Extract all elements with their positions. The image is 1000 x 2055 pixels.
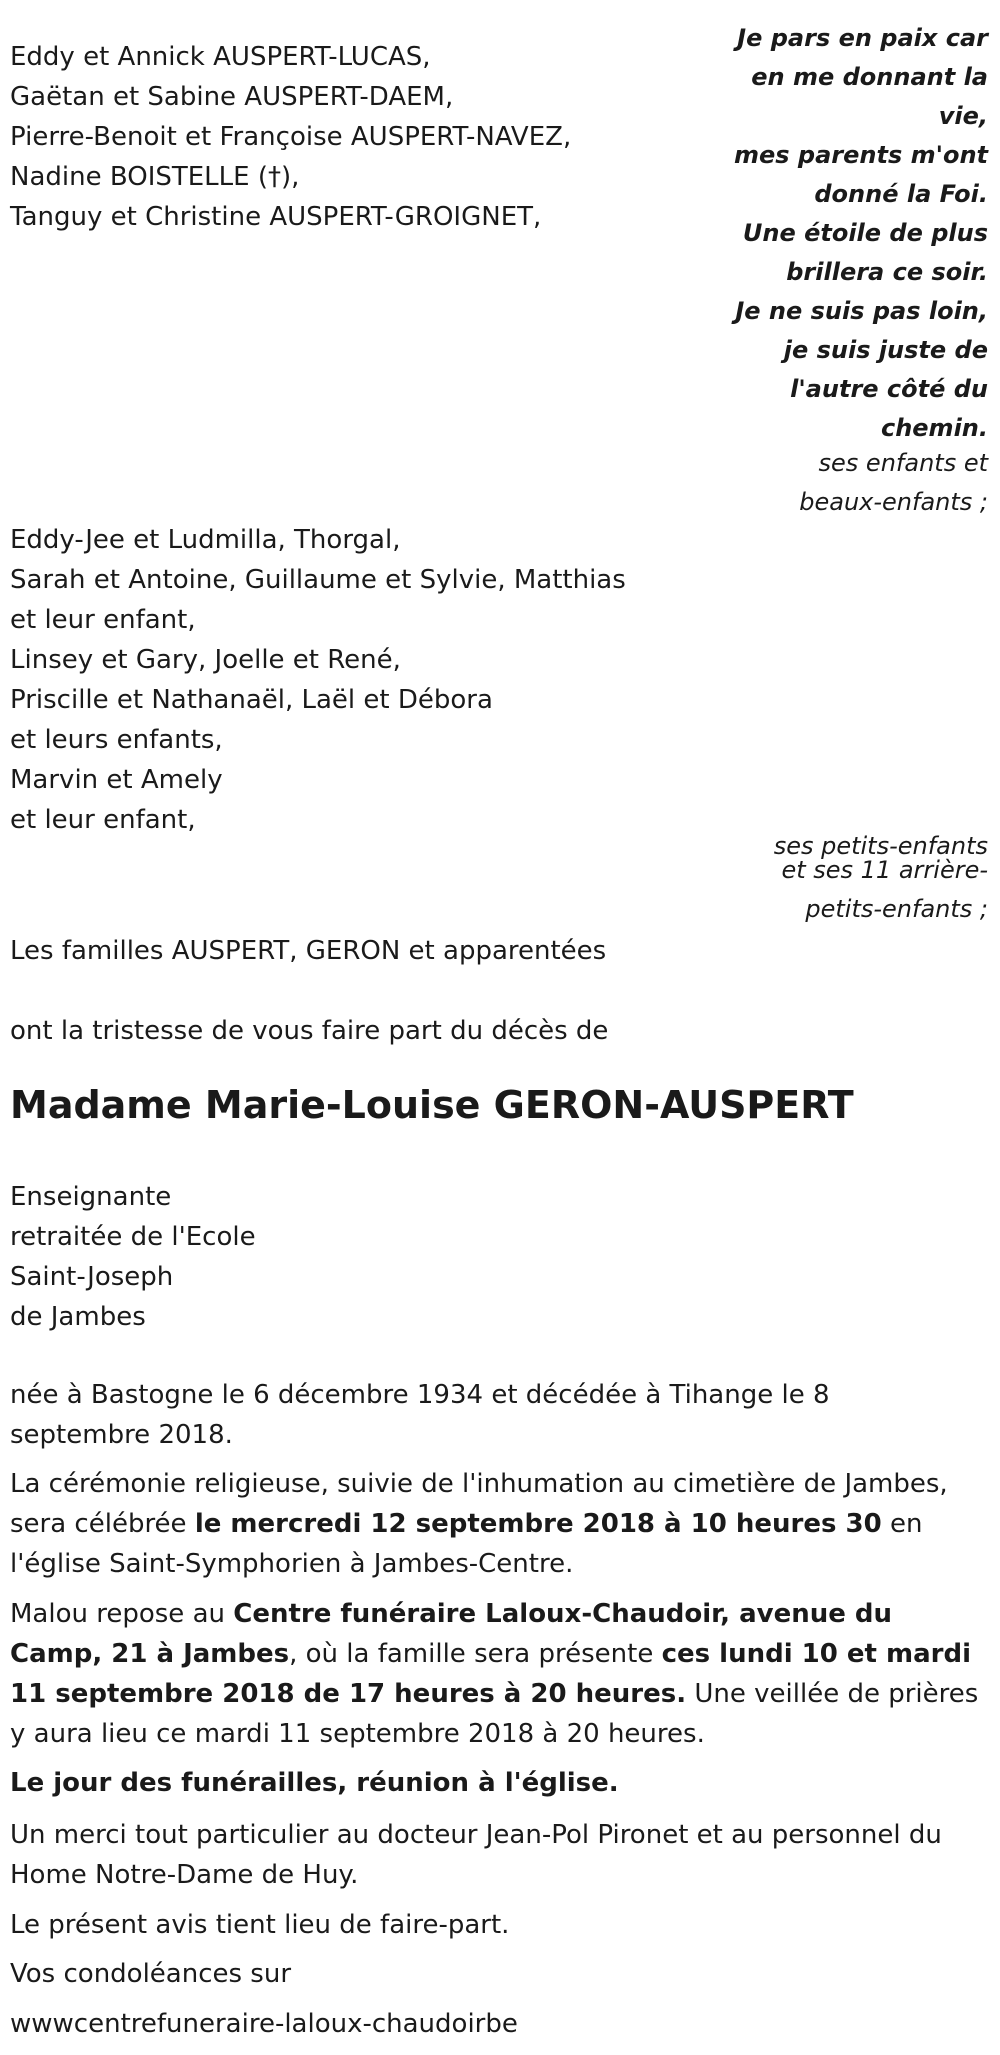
grandchildren-note-line: petits-enfants ; [805,895,988,923]
children-list-item: Eddy et Annick AUSPERT-LUCAS, [10,42,431,72]
condolences-label: Vos condoléances sur [10,1959,292,1989]
condolences-website-link[interactable]: wwwcentrefuneraire-laloux-chaudoirbe [10,2009,518,2039]
grandchildren-list-item: Linsey et Gary, Joelle et René, [10,645,401,675]
poem-line: Je ne suis pas loin, [735,297,988,325]
grandchildren-list-item: et leurs enfants, [10,725,223,755]
children-list [10,37,571,237]
poem-line: l'autre côté du [790,375,988,403]
grandchildren-note-line: ses petits-enfants [773,832,988,860]
repose-text: Une veillée de prières y aura lieu ce mardi 11 septembre 2018 à 20 heures. [10,1679,979,1749]
ceremony-paragraph [10,1464,990,1584]
families-line: Les familles AUSPERT, GERON et apparentées [10,936,607,966]
occupation [10,1177,256,1337]
grandchildren-list-item: Priscille et Nathanaël, Laël et Débora [10,685,493,715]
grandchildren-list-item: Sarah et Antoine, Guillaume et Sylvie, Matthias [10,565,626,595]
children-list-item: Tanguy et Christine AUSPERT-GROIGNET, [10,202,542,232]
repose-text: Malou repose au [10,1599,234,1629]
children-list-item: Gaëtan et Sabine AUSPERT-DAEM, [10,82,454,112]
thanks-paragraph: Un merci tout particulier au docteur Jean-Pol Pironet et au personnel du Home Notre-Dame de Huy. [10,1820,942,1890]
announcement-line: ont la tristesse de vous faire part du décès de [10,1016,609,1046]
grandchildren-list-item: Marvin et Amely [10,765,223,795]
grandchildren-note [774,834,988,936]
poem-line: je suis juste de [783,336,988,364]
poem [658,19,988,448]
poem-line: donné la Foi. [814,180,988,208]
repose-paragraph [10,1594,990,1754]
ceremony-text: La cérémonie religieuse, suivie de l'inhumation au cimetière de Jambes, sera célébrée [10,1469,948,1539]
ceremony-date: le mercredi 12 septembre 2018 à 10 heures 30 [194,1509,882,1539]
repose-location: Centre funéraire Laloux-Chaudoir, avenue du Camp, 21 à Jambes [10,1599,893,1669]
occupation-line: de Jambes [10,1302,146,1332]
grandchildren-list [10,520,626,840]
poem-line: brillera ce soir. [786,258,988,286]
grandchildren-list-item: Eddy-Jee et Ludmilla, Thorgal, [10,525,401,555]
children-note [799,444,988,522]
occupation-line: retraitée de l'Ecole [10,1222,256,1252]
birth-death-paragraph: née à Bastogne le 6 décembre 1934 et décédée à Tihange le 8 septembre 2018. [10,1380,830,1450]
deceased-name: Madame Marie-Louise GERON-AUSPERT [10,1083,854,1127]
repose-dates: ces lundi 10 et mardi 11 septembre 2018 de 17 heures à 20 heures. [10,1639,972,1709]
children-list-item: Pierre-Benoit et Françoise AUSPERT-NAVEZ, [10,122,572,152]
funeral-meeting-line: Le jour des funérailles, réunion à l'église. [10,1768,619,1798]
poem-line: mes parents m'ont [733,141,988,169]
poem-line: Je pars en paix car [737,24,988,52]
poem-line: vie, [938,102,988,130]
notice-line: Le présent avis tient lieu de faire-part. [10,1910,510,1940]
poem-line: chemin. [880,414,988,442]
poem-line: en me donnant la [751,63,988,91]
grandchildren-note-line: et ses 11 arrière- [781,856,988,884]
ceremony-text: en l'église Saint-Symphorien à Jambes-Centre. [10,1509,923,1579]
repose-text: , où la famille sera présente [289,1639,662,1669]
grandchildren-list-item: et leur enfant, [10,605,196,635]
poem-line: Une étoile de plus [742,219,988,247]
children-list-item: Nadine BOISTELLE (†), [10,162,300,192]
grandchildren-list-item: et leur enfant, [10,805,196,835]
children-note-line: beaux-enfants ; [799,488,988,516]
occupation-line: Saint-Joseph [10,1262,174,1292]
occupation-line: Enseignante [10,1182,172,1212]
children-note-line: ses enfants et [818,449,988,477]
